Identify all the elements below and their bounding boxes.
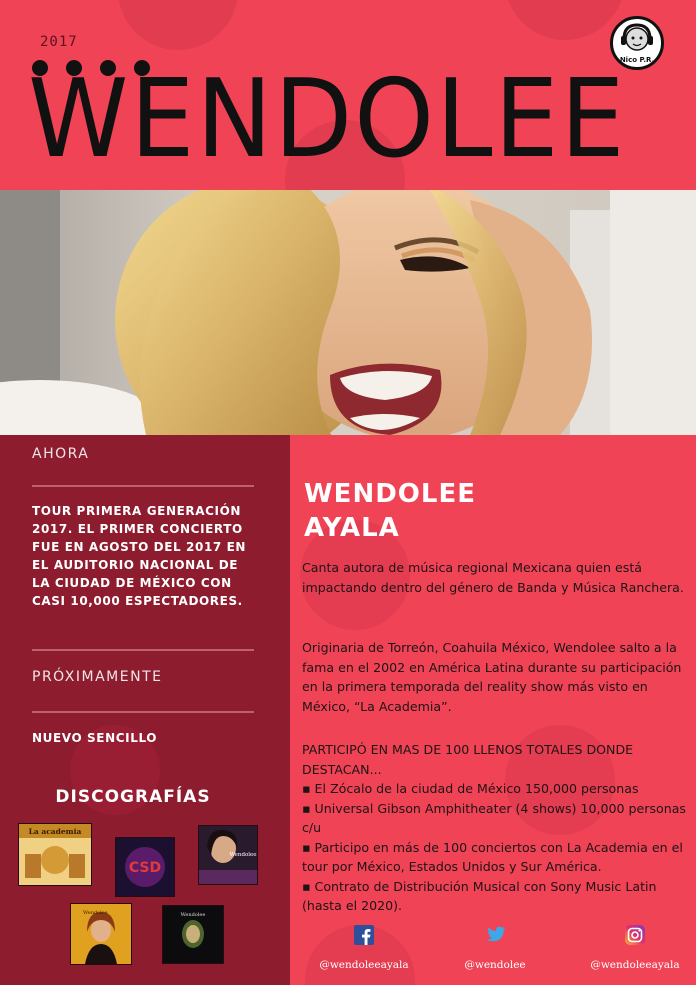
single-text: NUEVO SENCILLO	[32, 731, 158, 745]
woman-portrait-icon	[0, 190, 696, 435]
twitter-handle[interactable]: @wendolee	[464, 959, 526, 971]
left-column	[0, 435, 290, 985]
svg-text:La academia: La academia	[28, 827, 82, 836]
header-banner	[0, 0, 696, 190]
hero-photo	[0, 190, 696, 435]
decor-circle	[505, 0, 625, 40]
ahora-heading: AHORA	[32, 446, 90, 462]
highlights-block	[302, 740, 690, 916]
tour-text: TOUR PRIMERA GENERACIÓN 2017. EL PRIMER CONCIERTO FUE EN AGOSTO DEL 2017 EN EL AUDITORIO NACIONAL DE LA CIUDAD DE MÉXICO CON CASI 10,000 ESPECTADORES.	[32, 504, 247, 608]
highlight-item: ▪ Universal Gibson Amphitheater (4 shows) 10,000 personas c/u	[302, 800, 686, 835]
divider	[32, 711, 254, 713]
artist-last-name: AYALA	[304, 513, 400, 543]
svg-text:Nico P.R.: Nico P.R.	[619, 56, 655, 64]
highlight-item: ▪ El Zócalo de la ciudad de México 150,000 personas	[302, 781, 639, 796]
discography-title: DISCOGRAFÍAS	[55, 787, 211, 807]
album-cover	[198, 825, 258, 885]
twitter-icon	[435, 925, 555, 949]
instagram-icon	[575, 925, 695, 949]
instagram-handle[interactable]: @wendoleeayala	[590, 959, 680, 971]
svg-text:Wendolee: Wendolee	[180, 912, 206, 918]
nico-pr-logo	[610, 16, 664, 70]
highlight-item: ▪ Participo en más de 100 conciertos con La Academia en el tour por México, Estados Unidos y Sur América.	[302, 839, 683, 874]
artist-name	[304, 477, 476, 545]
svg-text:Wendolee: Wendolee	[229, 852, 257, 858]
artist-first-name: WENDOLEE	[304, 479, 476, 509]
svg-text:Wendolee: Wendolee	[83, 910, 108, 916]
divider	[32, 649, 254, 651]
facebook-handle[interactable]: @wendoleeayala	[319, 959, 409, 971]
album-cover	[18, 823, 92, 886]
proximamente-heading: PRÓXIMAMENTE	[32, 669, 163, 685]
year-label: 2017	[40, 34, 78, 50]
album-cover	[115, 837, 175, 897]
album-cover	[162, 905, 224, 964]
divider	[32, 485, 254, 487]
facebook-link[interactable]	[304, 925, 424, 971]
decor-circle	[118, 0, 238, 50]
instagram-link[interactable]	[575, 925, 695, 971]
intro-paragraph: Canta autora de música regional Mexicana quien está impactando dentro del género de Banda y Música Ranchera.	[302, 560, 684, 595]
right-column	[290, 435, 696, 985]
album-cover	[70, 903, 132, 965]
svg-text:CSD: CSD	[128, 860, 162, 876]
highlight-item: ▪ Contrato de Distribución Musical con Sony Music Latin (hasta el 2020).	[302, 878, 657, 913]
twitter-link[interactable]	[435, 925, 555, 971]
highlights-heading: PARTICIPÓ EN MAS DE 100 LLENOS TOTALES DONDE DESTACAN...	[302, 742, 634, 777]
brand-title: WENDOLEE	[28, 57, 627, 182]
facebook-icon	[304, 925, 424, 949]
origin-paragraph: Originaria de Torreón, Coahuila México, Wendolee salto a la fama en el 2002 en América Latina durante su participación en la primera temporada del reality show más visto en México, “La Academia”.	[302, 640, 682, 714]
